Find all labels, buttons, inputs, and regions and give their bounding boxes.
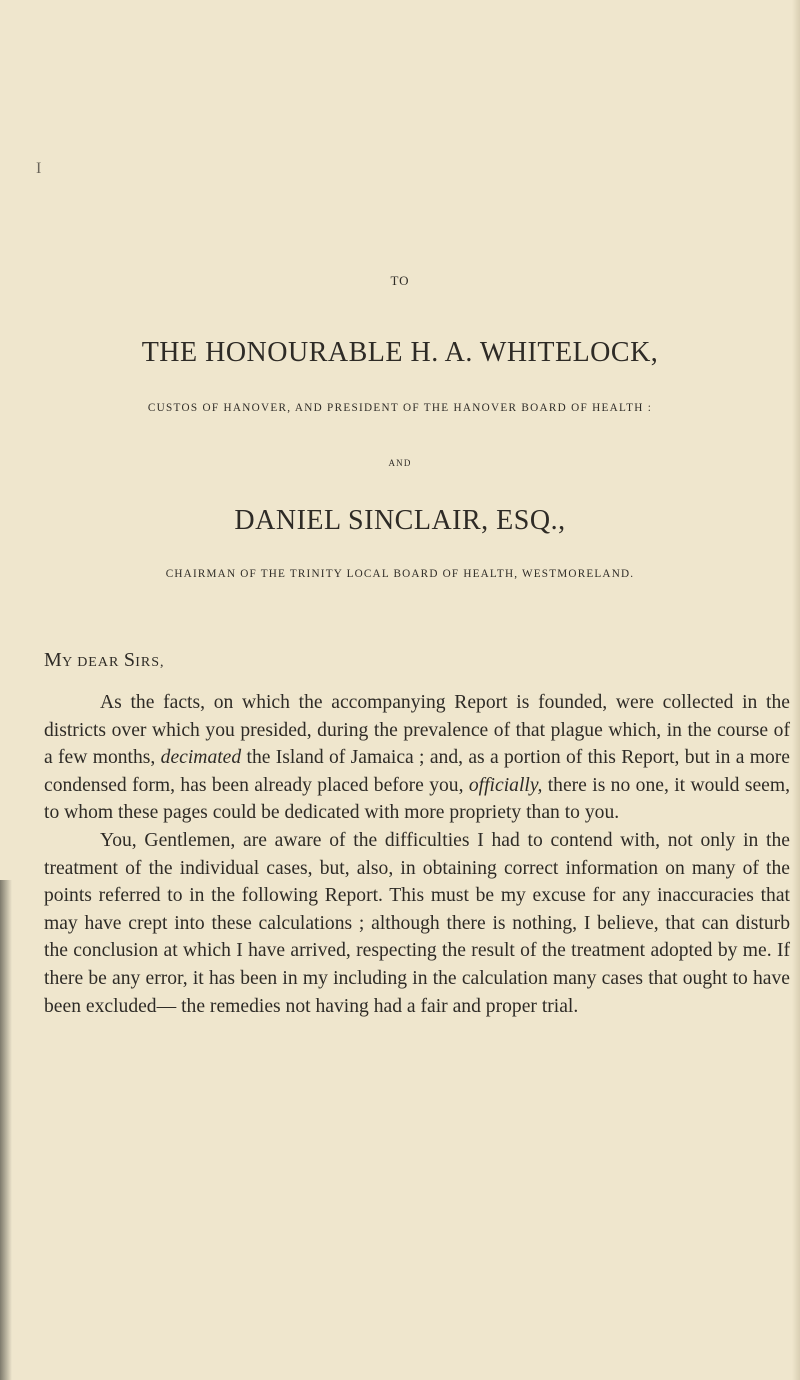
paragraph-2: You, Gentlemen, are aware of the difficulties I had to contend with, not only in the treatment of the individual cases, but, also, in obtaining correct information on many of the points referred to in the following Report. This must be my excuse for any inaccuracies that may have crept into these calculations ; although there is nothing, I believe, that can disturb the conclusion at which I have arrived, respecting the result of the treatment adopted by me. If there be any error, it has been in my including in the calculation many cases that ought to have been excluded— the remedies not having had a fair and proper trial. [44, 829, 790, 1017]
page-edge [792, 0, 800, 1380]
salutation-sirs-rest: IRS, [135, 655, 165, 670]
emphasis-officially: officially, [468, 774, 543, 796]
paragraph-1 [44, 689, 790, 827]
salutation-dear: DEAR [72, 655, 124, 670]
recipient-1-title: CUSTOS OF HANOVER, AND PRESIDENT OF THE HANOVER BOARD OF HEALTH : [147, 402, 653, 414]
paragraph-1-part-1: As the facts, on which the accompanying Report is founded, were collected in the districts over which you presided, during the prevalence of that plague which, in the course of a few months, [44, 692, 790, 769]
salutation-my-rest: Y [62, 655, 73, 670]
salutation-sirs-initial: S [123, 649, 136, 671]
paragraph-1-part-2: the Island of Jamaica ; and, as a portion of this Report, but in a more condensed form, has been already placed before you, [44, 747, 790, 796]
salutation-my-initial: M [44, 649, 63, 671]
recipient-2-title: CHAIRMAN OF THE TRINITY LOCAL BOARD OF HEALTH, WESTMORELAND. [165, 568, 635, 580]
emphasis-decimated: decimated [160, 747, 242, 769]
paragraph-1-part-3: there is no one, it would seem, to whom these pages could be dedicated with more propriety than to you. [44, 774, 790, 824]
salutation [44, 649, 165, 672]
recipient-2-name: DANIEL SINCLAIR, ESQ., [234, 505, 566, 536]
binding-shadow [0, 880, 12, 1380]
letter-body [44, 689, 790, 1020]
recipient-1-name: THE HONOURABLE H. A. WHITELOCK, [141, 337, 659, 368]
stray-mark: I [36, 160, 42, 177]
dedication-to: TO [390, 273, 410, 288]
dedication-conjunction: AND [388, 458, 412, 468]
